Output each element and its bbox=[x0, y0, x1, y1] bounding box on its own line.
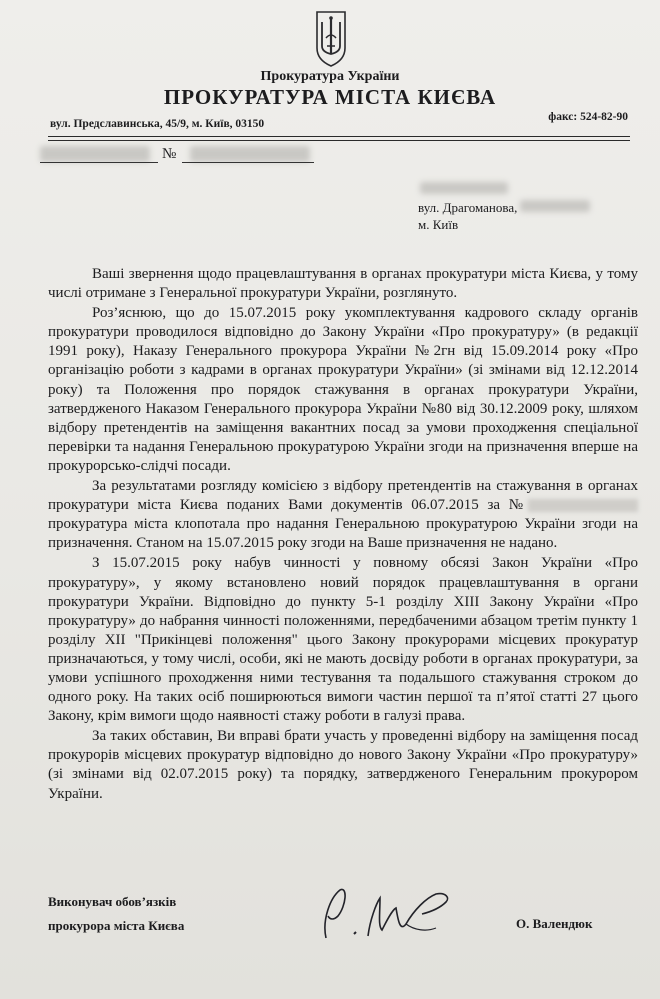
redacted-date bbox=[40, 146, 150, 162]
redacted-doc-number bbox=[528, 499, 638, 512]
paragraph-3-start: За результатами розгляду комісією з відбору претендентів на стажування в органах прокуратури міста Києва поданих Вами документів 06.07.2015 за № bbox=[48, 478, 638, 514]
paragraph-5: За таких обставин, Ви вправі брати участь у проведенні відбору на заміщення посад прокурорів місцевих прокуратур відповідно до нового Закону України «Про прокуратуру» (зі змінами від 02.07.2015 року) та порядку, затвердженого Генеральним прокурором України. bbox=[48, 728, 638, 802]
letter-body bbox=[48, 265, 638, 805]
signer-position-line1: Виконувач обов’язків bbox=[48, 894, 177, 909]
org-address: вул. Предславинська, 45/9, м. Київ, 03150 bbox=[50, 118, 265, 130]
redacted-recipient-name bbox=[420, 182, 508, 194]
signer-name: О. Валендюк bbox=[516, 916, 593, 931]
trident-emblem-icon bbox=[311, 8, 351, 70]
paragraph-3-end: прокуратура міста клопотала про надання Генеральною прокуратурою України згоди на призначення. Станом на 15.07.2015 року згоди на Ваше призначення не надано. bbox=[48, 516, 638, 552]
number-sign: № bbox=[162, 146, 177, 162]
letterhead-rule-bottom bbox=[48, 140, 630, 141]
handwritten-signature bbox=[318, 880, 478, 950]
date-line bbox=[40, 162, 158, 163]
paragraph-1: Ваші звернення щодо працевлаштування в органах прокуратури міста Києва, у тому числі отримане з Генеральної прокуратури України, розглянуто. bbox=[48, 266, 638, 302]
paragraph-4: З 15.07.2015 року набув чинності у повному обсязі Закон України «Про прокуратуру», у якому встановлено новий порядок працевлаштування в органи прокуратури України. Відповідно до пункту 5-1 розділу XIII Закону України «Про прокуратуру» до набрання чинності положеннями, передбаченими абзацом третім пункту 1 розділу XII "Прикінцеві положення" цього Закону прокурорами місцевих прокуратур призначаються, у тому числі, особи, які не мають досвіду роботи в органах прокуратури, за умови успішного проходження ними тестування та подальшого стажування строком до одного року. На таких осіб поширюються вимоги частин першої та п’ятої статті 27 цього Закону, крім вимоги щодо наявності стажу роботи в галузі права. bbox=[48, 555, 638, 725]
redacted-number bbox=[190, 146, 310, 162]
paragraph-3 bbox=[48, 477, 638, 553]
number-line bbox=[182, 162, 314, 163]
signer-position bbox=[48, 890, 184, 938]
letterhead-rule-top bbox=[48, 136, 630, 137]
org-name: ПРОКУРАТУРА МІСТА КИЄВА bbox=[163, 85, 497, 109]
paragraph-2: Роз’яснюю, що до 15.07.2015 року укомплектування кадрового складу органів прокуратури проводилося відповідно до Закону України «Про прокуратуру» (в редакції 1991 року), Наказу Генерального прокурора України №2гн від 15.09.2014 року «Про організацію роботи з кадрами в органах прокуратури України» (зі змінами від 12.12.2014 року) та Положення про порядок стажування в органах прокуратури України, затвердженого Наказом Генерального прокурора України №80 від 30.12.2009 року, шляхом відбору претендентів на заміщення вакантних посад за умови проходження спеціальної перевірки та надання Генеральною прокуратурою України згоди на призначення вперше на прокурорсько-слідчі посади. bbox=[48, 305, 638, 474]
recipient-city: м. Київ bbox=[418, 217, 459, 232]
recipient-street: вул. Драгоманова, bbox=[418, 200, 518, 215]
redacted-house-number bbox=[520, 200, 590, 212]
signer-position-line2: прокурора міста Києва bbox=[48, 918, 185, 933]
org-parent: Прокуратура України bbox=[260, 69, 400, 84]
fax-number: факс: 524-82-90 bbox=[548, 111, 628, 123]
